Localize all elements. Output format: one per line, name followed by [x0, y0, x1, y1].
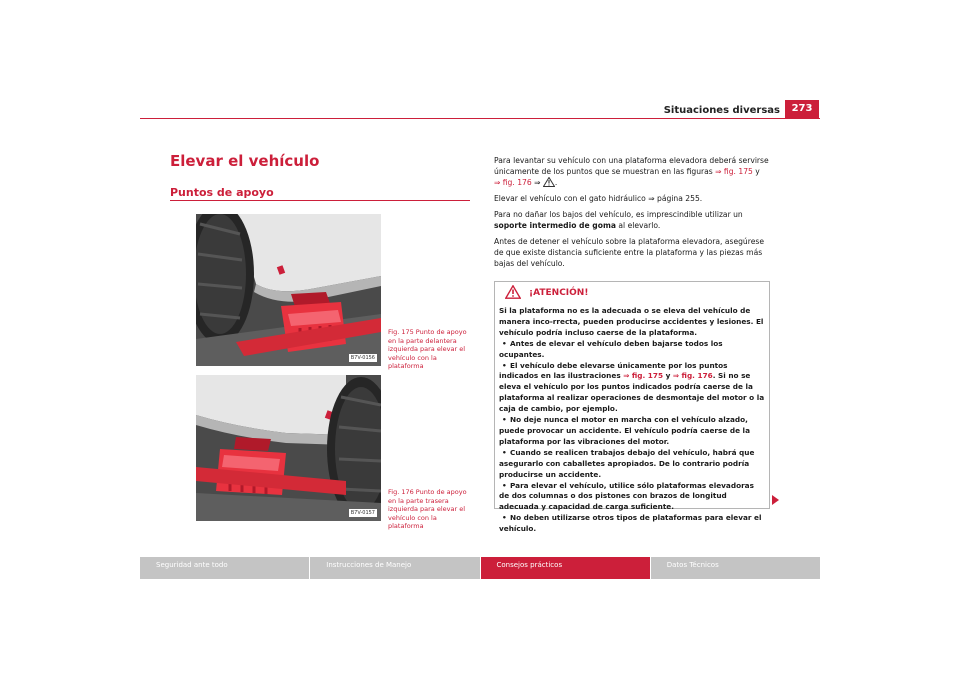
section-title: Situaciones diversas: [663, 105, 780, 116]
warning-triangle-icon[interactable]: [543, 177, 555, 187]
warning-bullet: • Cuando se realicen trabajos debajo del vehículo, habrá que asegurarlo con caballetes apropiados. De lo contrario podría producirse un accidente.: [499, 447, 755, 479]
main-title: Elevar el vehículo: [170, 152, 320, 170]
warning-bullet: • El vehículo debe elevarse únicamente por los puntos indicados en las ilustraciones ⇒ fig. 175 y ⇒ fig. 176. Si no se eleva el vehículo por los puntos indicados podría caerse de la plataforma al realizar operaciones de desmontaje del motor o la caja de cambio, por ejemplo.: [499, 360, 765, 414]
warning-bullet: • Para elevar el vehículo, utilice sólo plataformas elevadoras de dos columnas o dos pistones con brazos de longitud adecuada y capacidad de carga suficiente.: [499, 480, 754, 512]
figure-176: [196, 375, 381, 521]
fig-175-link[interactable]: ⇒ fig. 175: [715, 167, 753, 176]
warning-bullet: • No deje nunca el motor en marcha con el vehículo alzado, puede provocar un accidente. El vehículo podría caerse de la plataforma por las vibraciones del motor.: [499, 415, 750, 446]
warning-triangle-icon: [505, 284, 521, 303]
continue-arrow-icon[interactable]: [772, 495, 779, 505]
fig-176-link[interactable]: ⇒ fig. 176: [494, 178, 532, 187]
warning-intro: Si la plataforma no es la adecuada o se eleva del vehículo de manera inco-rrecta, pueden producirse accidentes y lesiones. El vehículo podría incluso caerse de la plataforma.: [499, 306, 764, 337]
figure-175-code: B7V-0156: [350, 355, 375, 361]
paragraph-3: Para no dañar los bajos del vehículo, es imprescindible utilizar un soporte intermedio de goma al elevarlo.: [494, 210, 743, 230]
paragraph-1: Para levantar su vehículo con una plataforma elevadora deberá servirse únicamente de los puntos que se muestran en las figuras ⇒ fig. 175 y ⇒ fig. 176 ⇒ .: [494, 156, 769, 187]
tab-datos-tecnicos[interactable]: Datos Técnicos: [651, 557, 820, 579]
warning-header: [495, 282, 769, 304]
paragraph-2: Elevar el vehículo con el gato hidráulico ⇒ página 255.: [494, 194, 703, 203]
header-rule: [140, 118, 820, 119]
warning-box: [494, 281, 770, 534]
sub-title: Puntos de apoyo: [170, 186, 274, 199]
warning-title: ¡ATENCIÓN!: [529, 288, 589, 298]
figure-176-caption: Fig. 176 Punto de apoyo en la parte trasera izquierda para elevar el vehículo con la plataforma: [388, 488, 467, 530]
footer-nav: [140, 557, 820, 579]
body-text: [494, 155, 770, 274]
fig-175-link[interactable]: ⇒ fig. 175: [623, 371, 664, 381]
paragraph-4: Antes de detener el vehículo sobre la plataforma elevadora, asegúrese de que existe distancia suficiente entre la plataforma y las piezas más bajas del vehículo.: [494, 237, 765, 268]
page-number: 273: [785, 100, 819, 118]
tab-consejos[interactable]: Consejos prácticos: [481, 557, 650, 579]
figure-176-code: B7V-0157: [350, 510, 375, 516]
figure-175-caption: Fig. 175 Punto de apoyo en la parte delantera izquierda para elevar el vehículo con la plataforma: [388, 328, 467, 370]
sub-title-rule: [170, 200, 470, 201]
fig-176-link[interactable]: ⇒ fig. 176: [672, 371, 713, 381]
warning-bullet: • Antes de elevar el vehículo deben bajarse todos los ocupantes.: [499, 338, 723, 359]
tab-instrucciones[interactable]: Instrucciones de Manejo: [310, 557, 479, 579]
tab-seguridad[interactable]: Seguridad ante todo: [140, 557, 309, 579]
figure-175: [196, 214, 381, 366]
warning-bullet: • No deben utilizarse otros tipos de plataformas para elevar el vehículo.: [499, 513, 762, 534]
